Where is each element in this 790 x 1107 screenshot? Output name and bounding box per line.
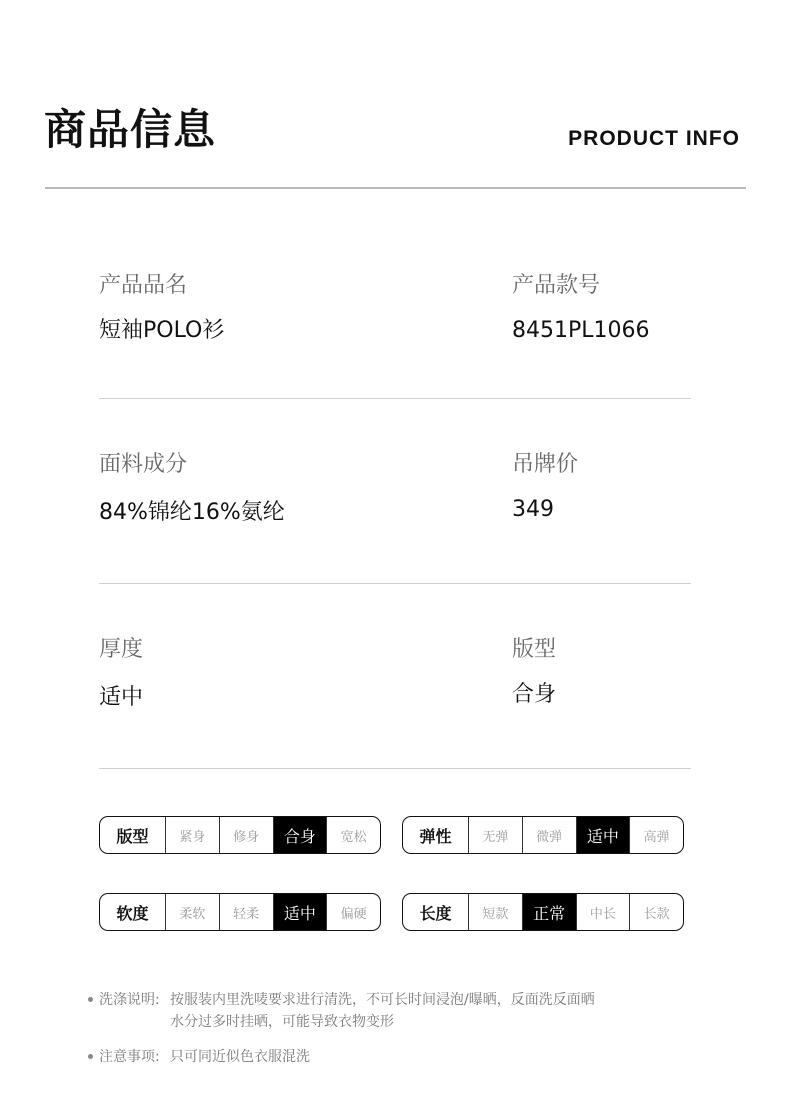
- wash-label: 洗涤说明:: [99, 992, 160, 1008]
- fit-value: 合身: [512, 682, 557, 707]
- header-divider: [45, 187, 746, 189]
- scale-title: 软度: [100, 894, 166, 930]
- product-name-value: 短袖POLO衫: [99, 318, 225, 343]
- note-bullet: [88, 997, 93, 1002]
- scale-option: 中长: [577, 894, 631, 930]
- scale-option: 无弹: [469, 817, 523, 853]
- page-title-en: PRODUCT INFO: [568, 127, 740, 150]
- scale-option: 偏硬: [340, 906, 367, 922]
- row-divider: [99, 768, 691, 769]
- scale-title: 弹性: [403, 817, 469, 853]
- scale-option: 高弹: [643, 829, 670, 845]
- product-name-label: 产品品名: [99, 273, 188, 298]
- scale-title: 版型: [100, 817, 166, 853]
- thickness-value: 适中: [99, 685, 144, 710]
- scale-option: 紧身: [166, 817, 220, 853]
- scale-option: 修身: [220, 817, 274, 853]
- price-value: 349: [512, 497, 554, 522]
- row-divider: [99, 398, 691, 399]
- scale-option-selected: 适中: [274, 894, 328, 930]
- thickness-label: 厚度: [99, 637, 144, 662]
- scale-title: 长度: [403, 894, 469, 930]
- scale-option-selected: 正常: [523, 894, 577, 930]
- scale-option: 宽松: [340, 829, 367, 845]
- scale-fit: [99, 816, 381, 854]
- scale-option-selected: 适中: [577, 817, 631, 853]
- scale-length: [402, 893, 684, 931]
- scale-option: 长款: [643, 906, 670, 922]
- scale-elasticity: [402, 816, 684, 854]
- fit-label: 版型: [512, 637, 557, 662]
- scale-option: 柔软: [166, 894, 220, 930]
- care-label: 注意事项:: [99, 1049, 160, 1065]
- product-sku-value: 8451PL1066: [512, 318, 650, 343]
- note-bullet: [88, 1054, 93, 1059]
- scale-option: 轻柔: [220, 894, 274, 930]
- wash-text-line1: 按服装内里洗唛要求进行清洗，不可长时间浸泡/曝晒，反面洗反面晒: [170, 992, 595, 1008]
- page-title-cn: 商品信息: [44, 105, 217, 154]
- fabric-value: 84%锦纶16%氨纶: [99, 500, 285, 525]
- scale-option-selected: 合身: [274, 817, 328, 853]
- scale-option: 微弹: [523, 817, 577, 853]
- price-label: 吊牌价: [512, 452, 579, 477]
- wash-text-line2: 水分过多时挂晒，可能导致衣物变形: [170, 1014, 394, 1030]
- scale-softness: [99, 893, 381, 931]
- product-sku-label: 产品款号: [512, 273, 601, 298]
- scale-option: 短款: [469, 894, 523, 930]
- row-divider: [99, 583, 691, 584]
- fabric-label: 面料成分: [99, 452, 188, 477]
- care-text: 只可同近似色衣服混洗: [170, 1049, 310, 1065]
